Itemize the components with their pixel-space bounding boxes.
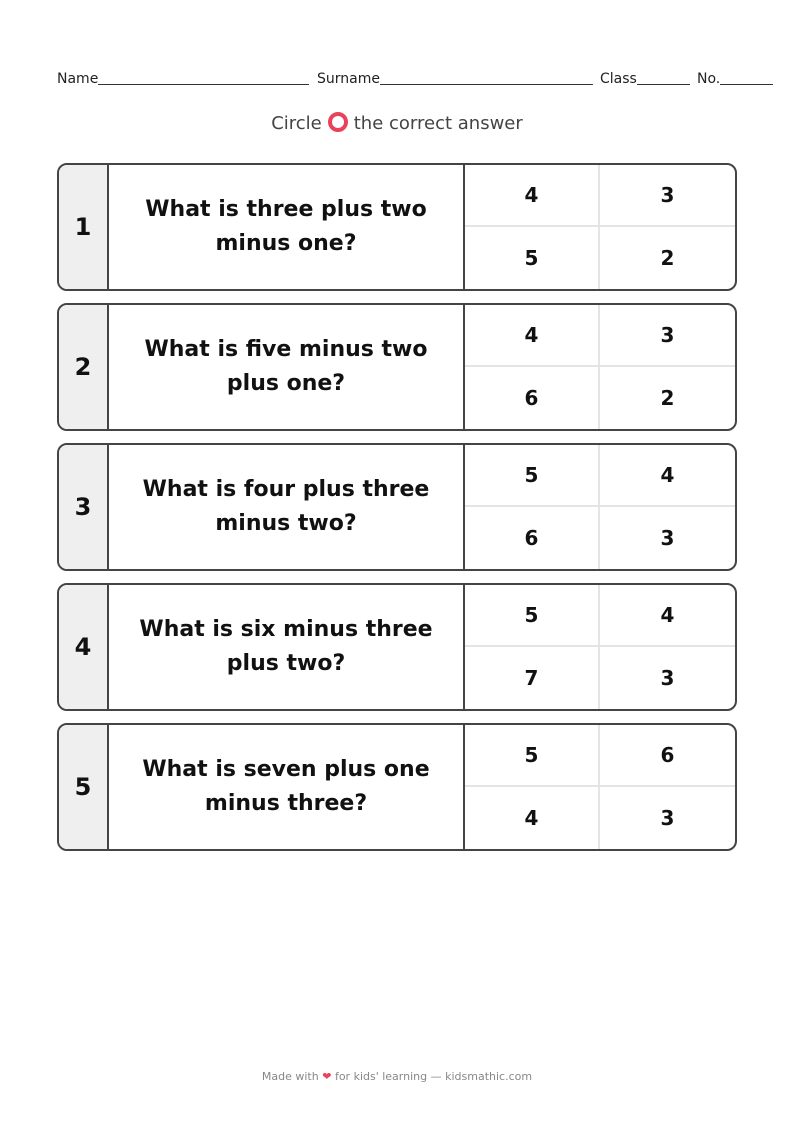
answer-option[interactable]: 5	[465, 227, 600, 289]
answer-option[interactable]: 3	[600, 165, 735, 227]
answer-option[interactable]: 3	[600, 305, 735, 367]
class-line[interactable]	[637, 68, 690, 85]
answer-option[interactable]: 6	[600, 725, 735, 787]
answer-option[interactable]: 5	[465, 585, 600, 647]
answer-option[interactable]: 2	[660, 386, 675, 410]
answer-option[interactable]: 6	[465, 507, 600, 569]
question-number: 4	[59, 585, 109, 709]
answer-option[interactable]: 3	[660, 806, 675, 830]
class-label: Class	[600, 71, 637, 87]
answer-options	[465, 445, 735, 569]
question-text: What is six minus three plus two?	[109, 585, 465, 709]
answer-option[interactable]: 4	[465, 305, 600, 367]
instruction	[0, 112, 794, 136]
question-text: What is four plus three minus two?	[109, 445, 465, 569]
question-number: 1	[59, 165, 109, 289]
number-line[interactable]	[720, 68, 773, 85]
question-card	[57, 303, 737, 431]
question-card	[57, 443, 737, 571]
answer-option[interactable]: 6	[465, 367, 600, 429]
answer-option[interactable]: 2	[660, 246, 675, 270]
answer-option[interactable]: 4	[600, 585, 735, 647]
question-card	[57, 163, 737, 291]
number-field[interactable]	[697, 68, 773, 89]
footer-made-with: Made with	[261, 1070, 319, 1083]
answer-option[interactable]: 5	[465, 725, 600, 787]
question-number: 2	[59, 305, 109, 429]
answer-option[interactable]: 3	[660, 666, 675, 690]
surname-line[interactable]	[380, 68, 593, 85]
answer-option[interactable]: 4	[465, 787, 600, 849]
student-info-header	[57, 68, 773, 88]
question-number: 5	[59, 725, 109, 849]
name-label: Name	[57, 71, 99, 87]
instruction-before: Circle	[271, 113, 322, 134]
class-field[interactable]	[600, 68, 690, 89]
answer-options	[465, 725, 735, 849]
footer-text: for kids' learning — kidsmathic.com	[334, 1070, 533, 1083]
instruction-after: the correct answer	[353, 113, 523, 134]
answer-option[interactable]: 3	[660, 526, 675, 550]
answer-option[interactable]: 5	[465, 445, 600, 507]
question-list	[57, 163, 737, 863]
name-line[interactable]	[98, 68, 309, 85]
heart-icon: ❤	[322, 1070, 332, 1083]
answer-option[interactable]: 4	[465, 165, 600, 227]
answer-options	[465, 305, 735, 429]
answer-options	[465, 585, 735, 709]
surname-label: Surname	[317, 71, 380, 87]
question-text: What is seven plus one minus three?	[109, 725, 465, 849]
number-label: No.	[697, 71, 721, 87]
answer-option[interactable]: 4	[600, 445, 735, 507]
circle-icon	[328, 112, 348, 132]
question-number: 3	[59, 445, 109, 569]
question-card	[57, 723, 737, 851]
question-text: What is five minus two plus one?	[109, 305, 465, 429]
surname-field[interactable]	[317, 68, 593, 89]
answer-option[interactable]: 7	[465, 647, 600, 709]
question-text: What is three plus two minus one?	[109, 165, 465, 289]
answer-options	[465, 165, 735, 289]
footer	[0, 1070, 794, 1083]
name-field[interactable]	[57, 68, 309, 89]
question-card	[57, 583, 737, 711]
